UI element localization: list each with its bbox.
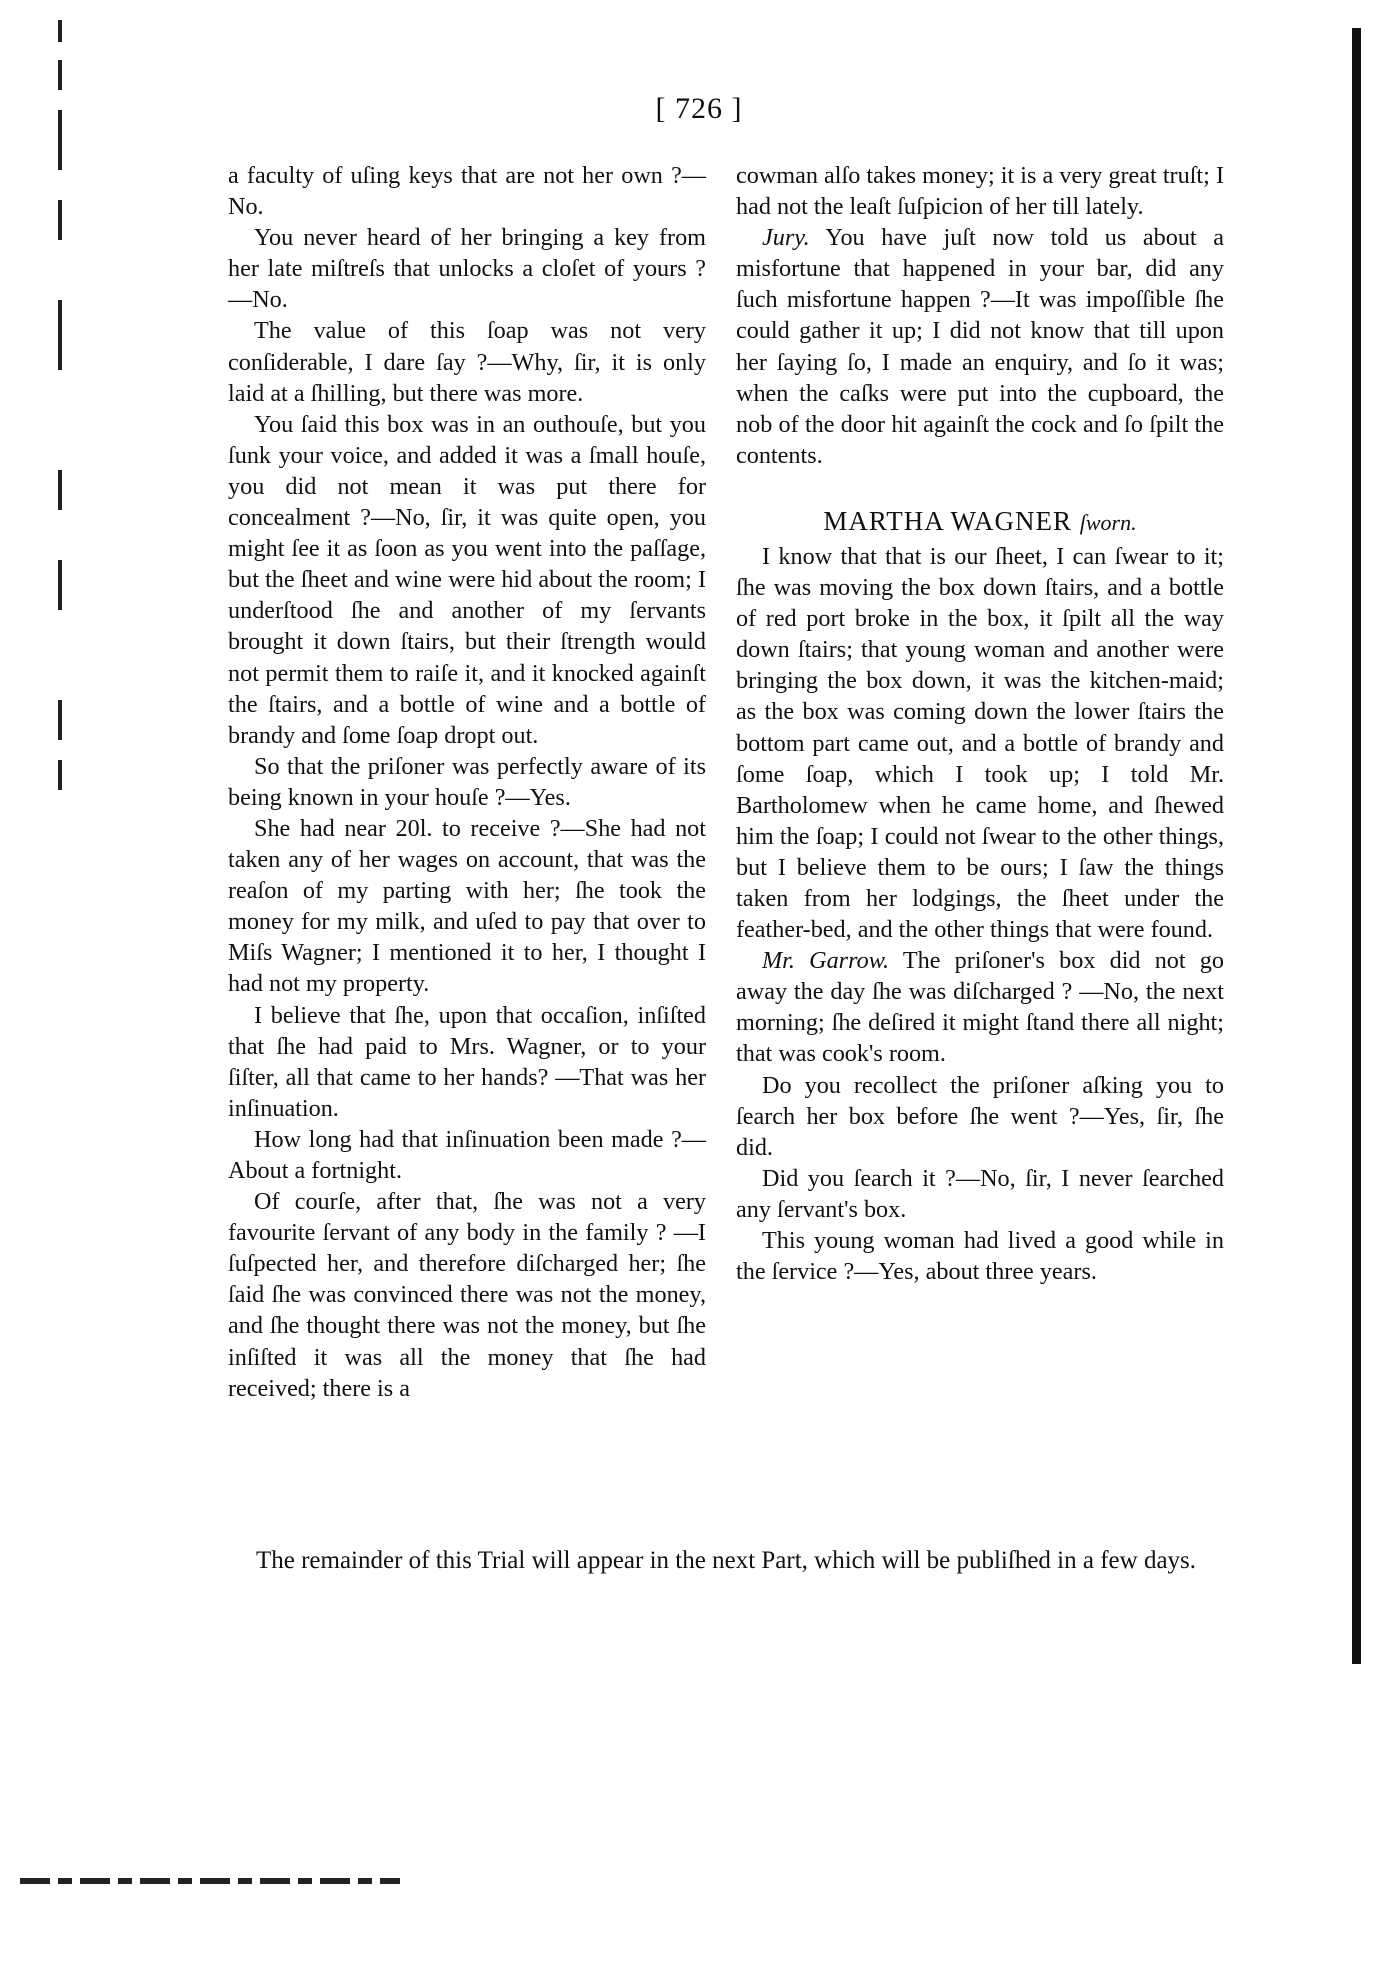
speaker-label: Jury. (762, 224, 810, 252)
paragraph (736, 1163, 1224, 1225)
paragraph (228, 315, 706, 408)
paragraph (228, 1124, 706, 1186)
paragraph (228, 222, 706, 315)
paragraph (736, 1070, 1224, 1163)
paragraph-text: How long had that inſinuation been made ?—About a fortnight. (228, 1125, 706, 1184)
paragraph-text: a faculty of uſing keys that are not her own ?—No. (228, 162, 706, 221)
paragraph-text: This young woman had lived a good while in the ſervice ?—Yes, about three years. (736, 1227, 1224, 1286)
witness-name: MARTHA WAGNER (823, 505, 1073, 536)
paragraph (736, 945, 1224, 1069)
paragraph-text: I believe that ſhe, upon that occaſion, inſiſted that ſhe had paid to Mrs. Wagner, or to your ſiſter, all that came to her hands? —That was her inſinuation. (228, 1001, 706, 1122)
paragraph-text: Of courſe, after that, ſhe was not a very favourite ſervant of any body in the family ? —I ſuſpected her, and therefore diſcharged her; ſhe ſaid ſhe was convinced there was not the money, and ſhe thought there was not the money, but ſhe inſiſted it was all the money that ſhe had received; there is a (228, 1188, 706, 1402)
paragraph-text: So that the priſoner was perfectly aware of its being known in your houſe ?—Yes. (228, 752, 706, 811)
paragraph-text: Did you ſearch it ?—No, ſir, I never ſearched any ſervant's box. (736, 1164, 1224, 1223)
paragraph (228, 1186, 706, 1404)
left-column (228, 160, 706, 1404)
scan-bottom-streak (20, 1878, 400, 1884)
speaker-label: Mr. Garrow. (762, 947, 890, 975)
page-number: [ 726 ] (655, 92, 743, 125)
paragraph (228, 409, 706, 751)
paragraph-text: You ſaid this box was in an outhouſe, but you ſunk your voice, and added it was a ſmall houſe, you did not mean it was put there for concealment ?—No, ſir, it was quite open, you might ſee it as ſoon as you went into the paſſage, but the ſheet and wine were hid about the room; I underſtood ſhe and another of my ſervants brought it down ſtairs, but their ſtrength would not permit them to raiſe it, and it knocked againſt the ſtairs, and a bottle of wine and a bottle of brandy and ſome ſoap dropt out. (228, 410, 706, 749)
continuation-note: The remainder of this Trial will appear in the next Part, which will be publiſhed in a few days. (255, 1547, 1197, 1574)
paragraph-text: She had near 20l. to receive ?—She had not taken any of her wages on account, that was the reaſon of my parting with her; ſhe took the money for my milk, and uſed to pay that over to Miſs Wagner; I mentioned it to her, I thought I had not my property. (228, 814, 706, 998)
paragraph-text: Do you recollect the priſoner aſking you to ſearch her box before ſhe went ?—Yes, ſir, ſhe did. (736, 1071, 1224, 1161)
paragraph-text: The priſoner's box did not go away the day ſhe was diſcharged ? —No, the next morning; ſhe deſired it might ſtand there all night; that was cook's room. (736, 947, 1224, 1068)
paragraph-text: I know that that is our ſheet, I can ſwear to it; ſhe was moving the box down ſtairs, and a bottle of red port broke in the box, it ſpilt all the way down ſtairs; that young woman and another were bringing the box down, it was the kitchen-maid; as the box was coming down the lower ſtairs the bottom part came out, and a bottle of brandy and ſome ſoap, which I took up; I told Mr. Bartholomew when he came home, and ſhewed him the ſoap; I could not ſwear to the other things, but I believe them to be ours; I ſaw the things taken from her lodgings, the ſheet under the feather-bed, and the other things that were found. (736, 542, 1224, 944)
paragraph (736, 222, 1224, 471)
paragraph (228, 751, 706, 813)
paragraph-text: You have juſt now told us about a misfortune that happened in your bar, did any ſuch misfortune happen ?—It was impoſſible ſhe could gather it up; I did not know that till upon her ſaying ſo, I made an enquiry, and ſo it was; when the caſks were put into the cupboard, the nob of the door hit againſt the cock and ſo ſpilt the contents. (736, 224, 1224, 469)
paragraph-text: The value of this ſoap was not very conſiderable, I dare ſay ?—Why, ſir, it is only laid at a ſhilling, but there was more. (228, 317, 706, 407)
paragraph (736, 1225, 1224, 1287)
witness-sworn: ſworn. (1079, 509, 1137, 535)
right-column (736, 160, 1224, 1287)
paragraph-text: cowman alſo takes money; it is a very great truſt; I had not the leaſt ſuſpicion of her till lately. (736, 162, 1224, 221)
paragraph (228, 1000, 706, 1124)
paragraph (736, 160, 1224, 222)
paragraph-text: You never heard of her bringing a key from her late miſtreſs that unlocks a cloſet of yours ?—No. (228, 224, 706, 314)
paragraph (228, 813, 706, 1000)
scan-edge-bar (1352, 28, 1361, 1664)
paragraph (736, 541, 1224, 945)
paragraph (228, 160, 706, 222)
witness-heading (736, 505, 1224, 539)
